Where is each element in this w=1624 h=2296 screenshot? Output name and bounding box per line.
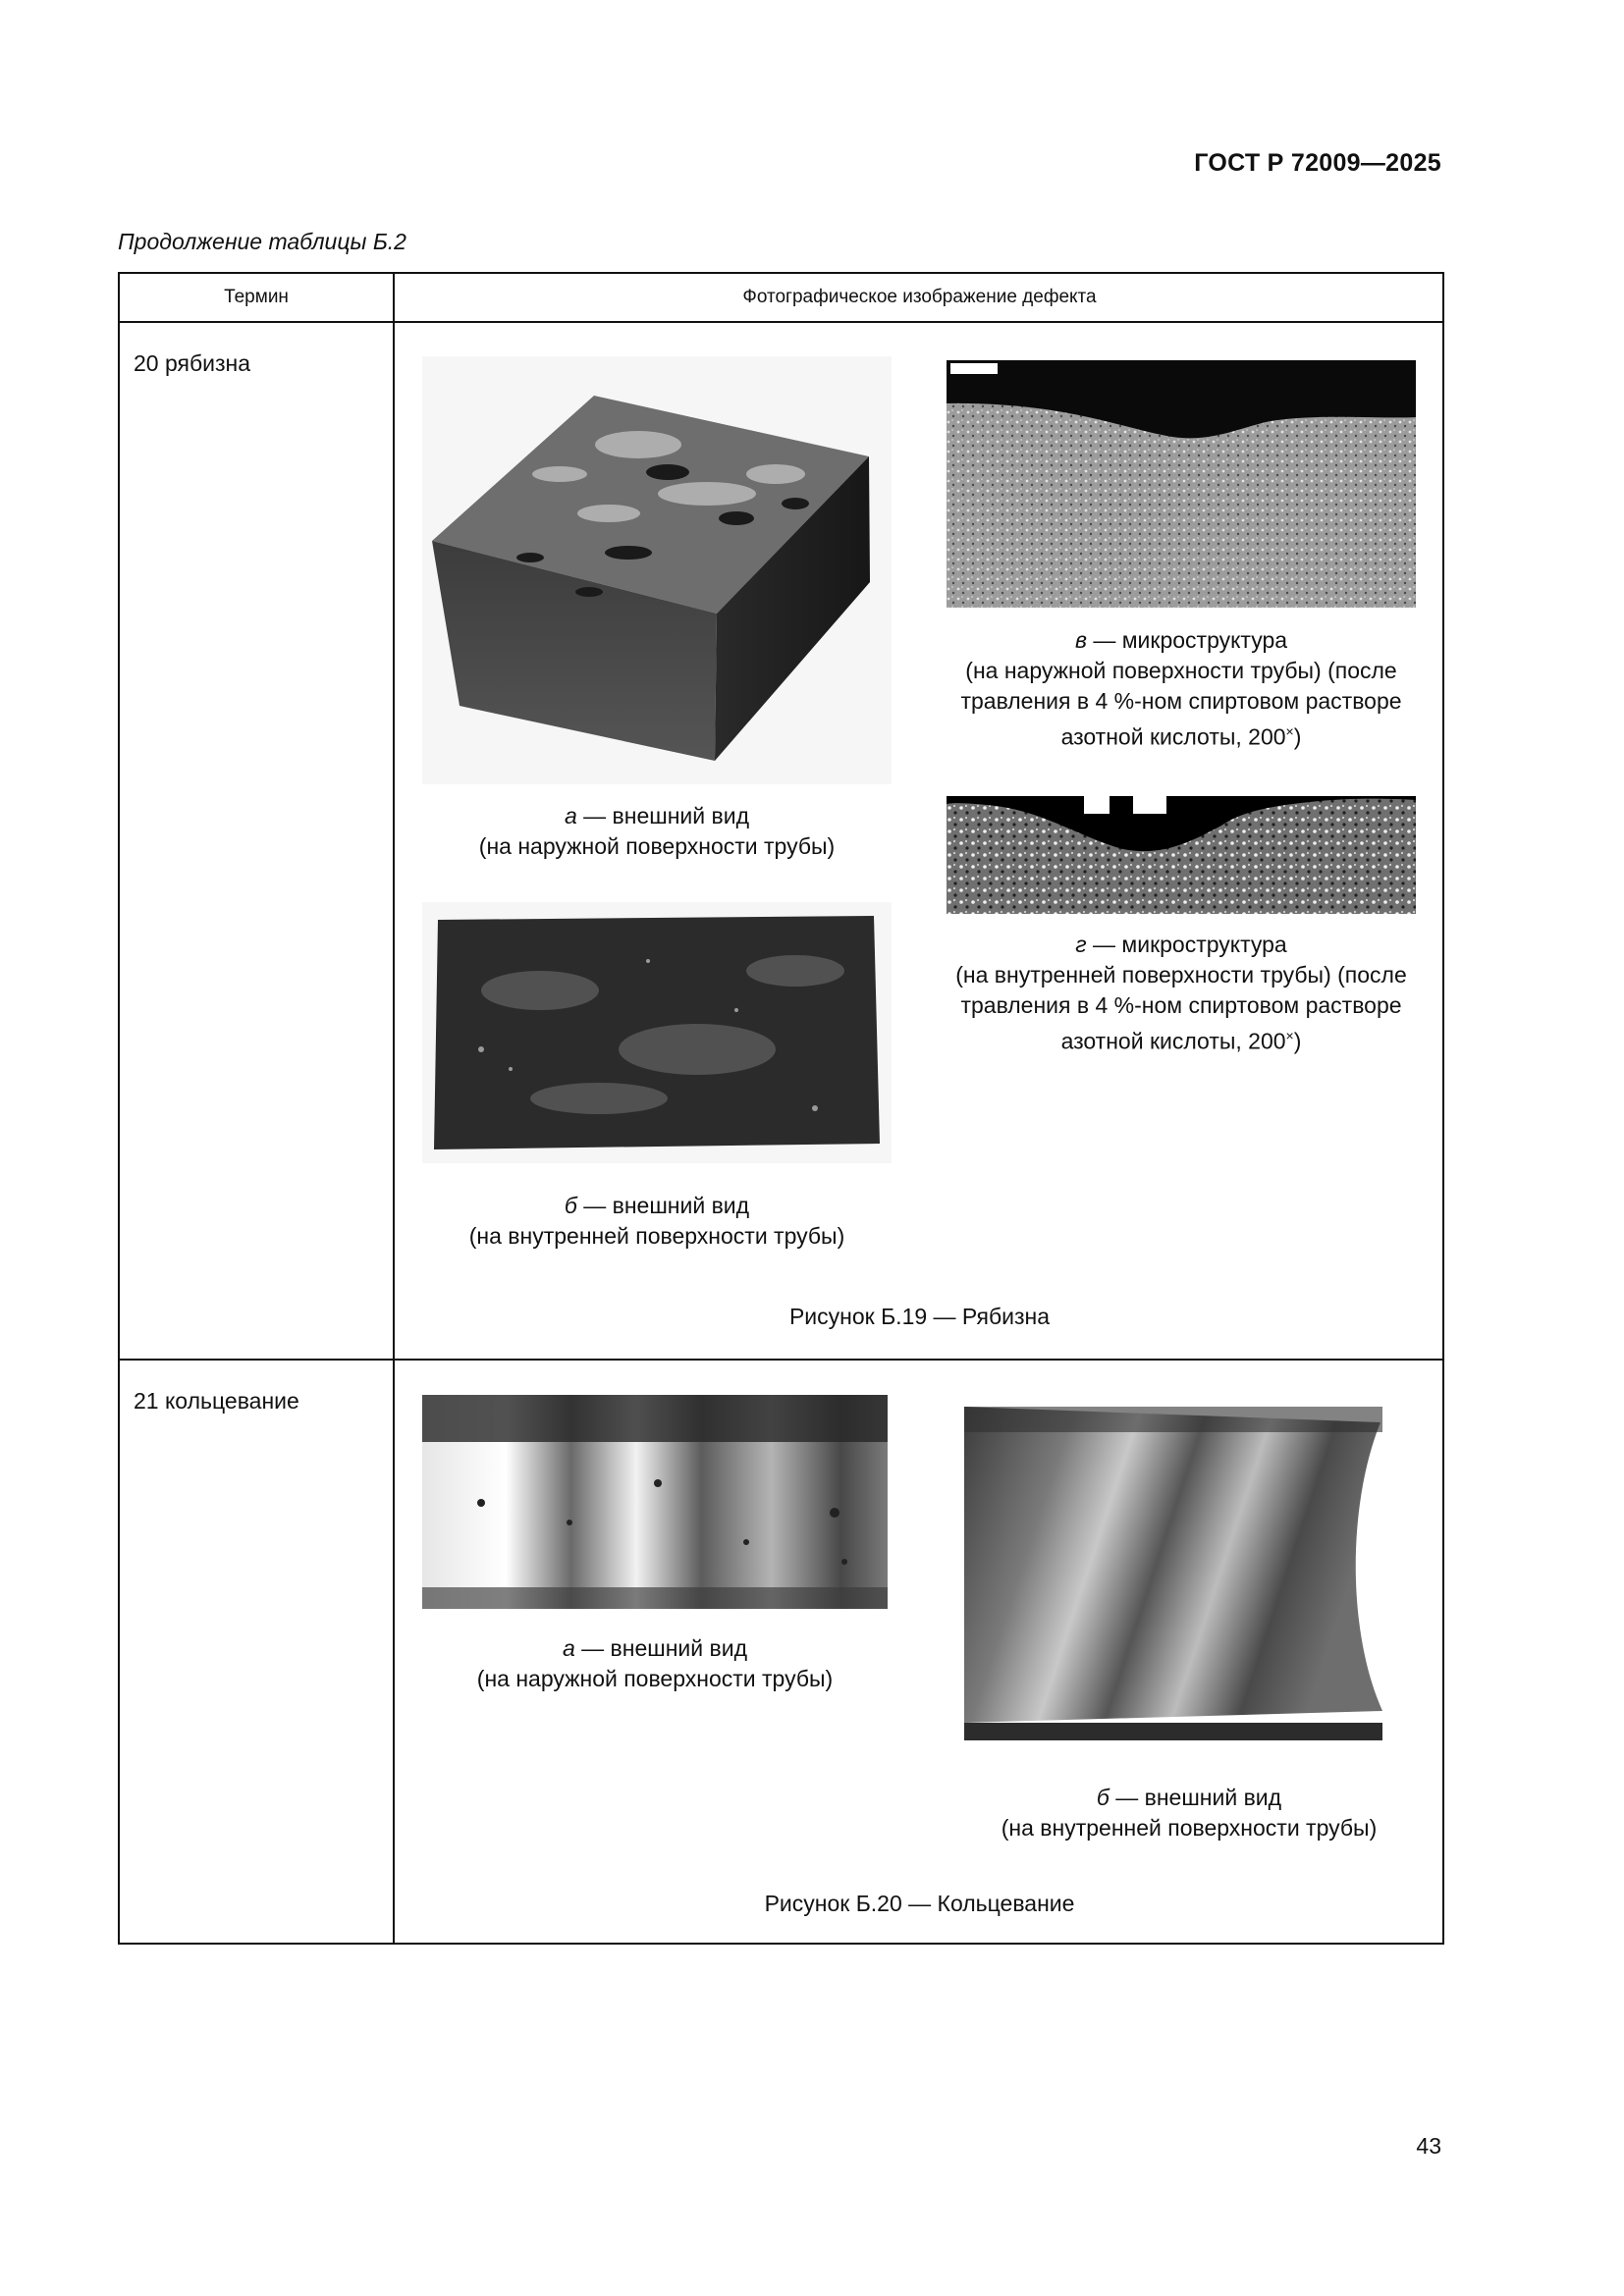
table-continuation-label: Продолжение таблицы Б.2 xyxy=(118,229,406,254)
header-divider xyxy=(120,321,1442,323)
caption-letter: в xyxy=(1074,627,1087,653)
caption-ryabizna-g: г — микроструктура (на внутренней поверхности трубы) (после травления в 4 %-ном спиртовом растворе азотной кислоты, 200×) xyxy=(955,932,1407,1054)
caption-letter: а xyxy=(564,803,577,828)
page-number: 43 xyxy=(1416,2133,1441,2159)
column-header-photo: Фотографическое изображение дефекта xyxy=(742,287,1097,307)
caption-ryabizna-a: а — внешний вид (на наружной поверхности трубы) xyxy=(478,803,836,859)
photo-ryabizna-inner-microstructure xyxy=(947,792,1416,914)
photo-ryabizna-outer-view xyxy=(422,356,892,784)
term-21-koltsevanie: 21 кольцевание xyxy=(134,1388,299,1414)
photo-koltsevanie-inner-view xyxy=(962,1397,1404,1742)
figure-caption-b19: Рисунок Б.19 — Рябизна xyxy=(788,1304,1051,1329)
photo-ryabizna-inner-view xyxy=(422,902,892,1163)
defects-table xyxy=(118,272,1444,1945)
caption-letter: г xyxy=(1075,932,1087,957)
caption-ryabizna-b: б — внешний вид (на внутренней поверхности трубы) xyxy=(468,1193,845,1249)
term-20-ryabizna: 20 рябизна xyxy=(134,350,251,376)
caption-ryabizna-v: в — микроструктура (на наружной поверхности трубы) (после травления в 4 %-ном спиртовом растворе азотной кислоты, 200×) xyxy=(960,627,1402,750)
caption-letter: а xyxy=(562,1635,575,1661)
figure-caption-b20: Рисунок Б.20 — Кольцевание xyxy=(764,1891,1075,1916)
photo-koltsevanie-outer-view xyxy=(422,1395,888,1609)
row-divider xyxy=(120,1359,1442,1361)
column-divider xyxy=(393,274,395,1943)
caption-koltsevanie-a: а — внешний вид (на наружной поверхности трубы) xyxy=(476,1635,834,1691)
caption-letter: б xyxy=(564,1193,577,1218)
document-code: ГОСТ Р 72009—2025 xyxy=(1194,149,1441,177)
caption-koltsevanie-b: б — внешний вид (на внутренней поверхности трубы) xyxy=(1001,1785,1378,1841)
caption-letter: б xyxy=(1096,1785,1110,1810)
column-header-term: Термин xyxy=(224,287,289,307)
photo-ryabizna-outer-microstructure xyxy=(947,360,1416,608)
